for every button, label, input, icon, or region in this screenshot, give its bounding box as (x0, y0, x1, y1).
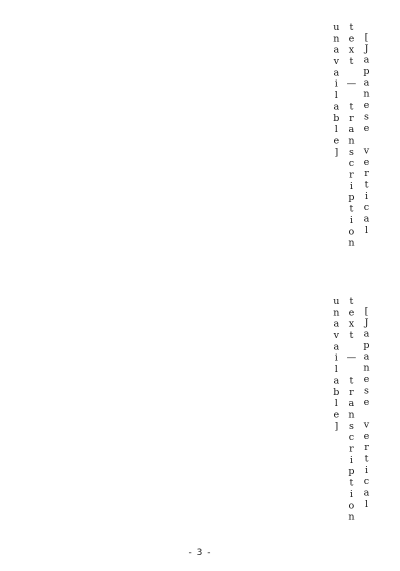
page-number: - 3 - (188, 548, 212, 558)
paragraph: [Japanese vertical text — transcription unavailable] (330, 296, 372, 523)
paragraph: [Japanese vertical text — transcription unavailable] (330, 22, 372, 249)
top-text-tier (26, 22, 374, 272)
bottom-text-tier (26, 296, 374, 544)
